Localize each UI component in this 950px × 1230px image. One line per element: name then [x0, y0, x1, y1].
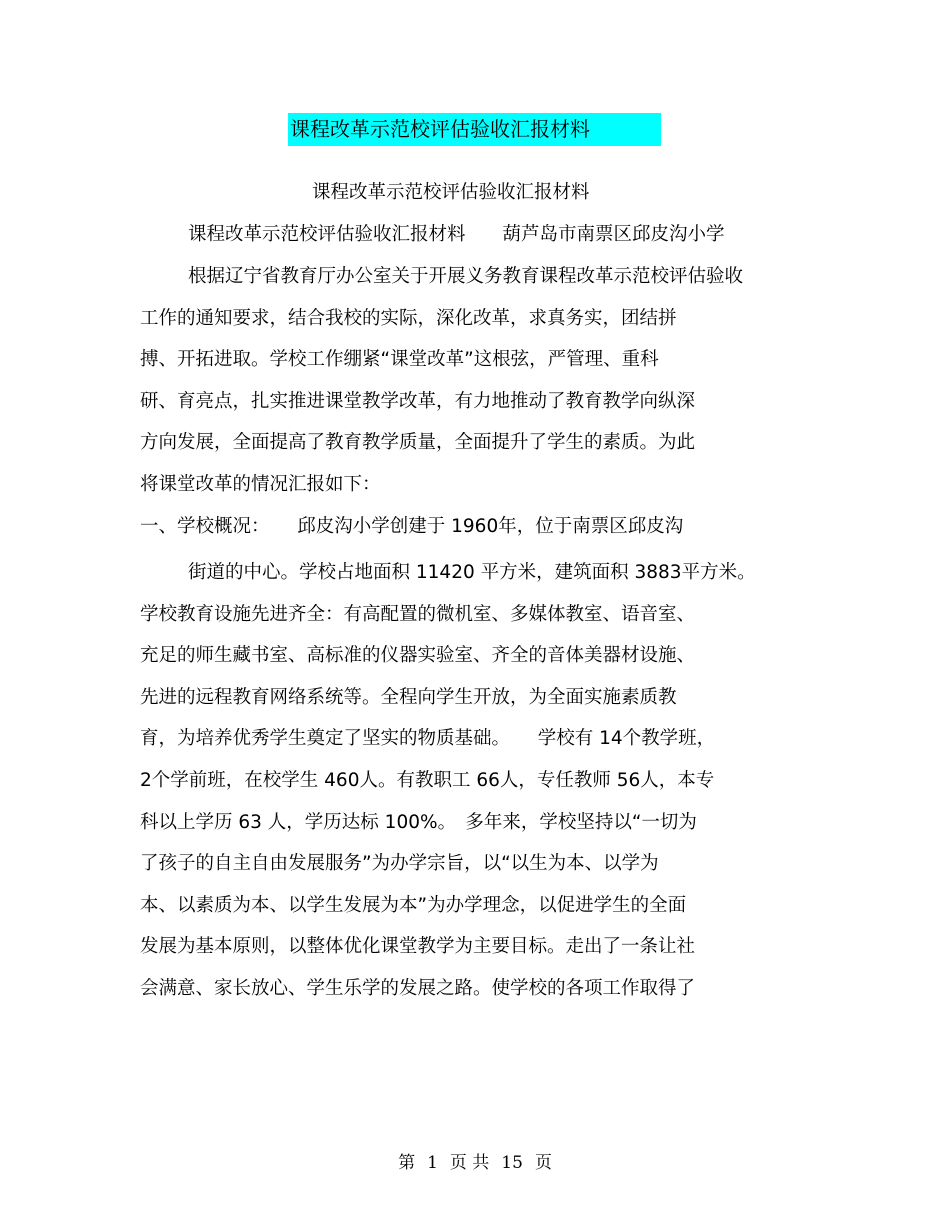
body-line: 科以上学历 63 人，学历达标 100%。 多年来，学校坚持以“一切为: [140, 812, 697, 833]
footer-mid: 页 共: [449, 1153, 490, 1173]
body-line: 本、以素质为本、以学生发展为本”为办学理念，以促进学生的全面: [140, 895, 687, 916]
body-line: 一、学校概况： 邱皮沟小学创建于 1960年，位于南票区邱皮沟: [140, 516, 684, 537]
footer-suffix: 页: [534, 1153, 552, 1173]
body-line: 会满意、家长放心、学生乐学的发展之路。使学校的各项工作取得了: [140, 978, 696, 999]
total-pages: 15: [501, 1153, 523, 1173]
body-line: 研、育亮点，扎实推进课堂教学改革，有力地推动了教育教学向纵深: [140, 391, 696, 412]
body-line: 先进的远程教育网络系统等。全程向学生开放，为全面实施素质教: [140, 687, 677, 708]
body-line: 2个学前班，在校学生 460人。有教职工 66人，专任教师 56人，本专: [140, 770, 715, 791]
body-line: 将课堂改革的情况汇报如下：: [140, 474, 381, 495]
body-line: 方向发展，全面提高了教育教学质量，全面提升了学生的素质。为此: [140, 432, 696, 453]
footer-prefix: 第: [398, 1153, 416, 1173]
body-line: 了孩子的自主自由发展服务”为办学宗旨，以“以生为本、以学为: [140, 853, 659, 874]
body-line: 搏、开拓进取。学校工作绷紧“课堂改革”这根弦，严管理、重科: [140, 349, 659, 370]
subtitle-line: 课程改革示范校评估验收汇报材料: [312, 182, 590, 203]
heading-line: 课程改革示范校评估验收汇报材料 葫芦岛市南票区邱皮沟小学: [188, 224, 725, 245]
body-line: 发展为基本原则，以整体优化课堂教学为主要目标。走出了一条让社: [140, 936, 696, 957]
page-footer: [0, 1150, 950, 1176]
body-line: 根据辽宁省教育厅办公室关于开展义务教育课程改革示范校评估验收: [188, 266, 744, 287]
page-number: 1: [427, 1153, 438, 1173]
body-line: 育，为培养优秀学生奠定了坚实的物质基础。 学校有 14个教学班，: [140, 728, 716, 749]
title-banner: 课程改革示范校评估验收汇报材料: [288, 113, 661, 146]
body-line: 街道的中心。学校占地面积 11420 平方米，建筑面积 3883平方米。: [188, 562, 756, 583]
body-line: 工作的通知要求，结合我校的实际，深化改革，求真务实，团结拼: [140, 308, 677, 329]
body-line: 充足的师生藏书室、高标准的仪器实验室、齐全的音体美器材设施、: [140, 645, 696, 666]
body-line: 学校教育设施先进齐全：有高配置的微机室、多媒体教室、语音室、: [140, 604, 696, 625]
